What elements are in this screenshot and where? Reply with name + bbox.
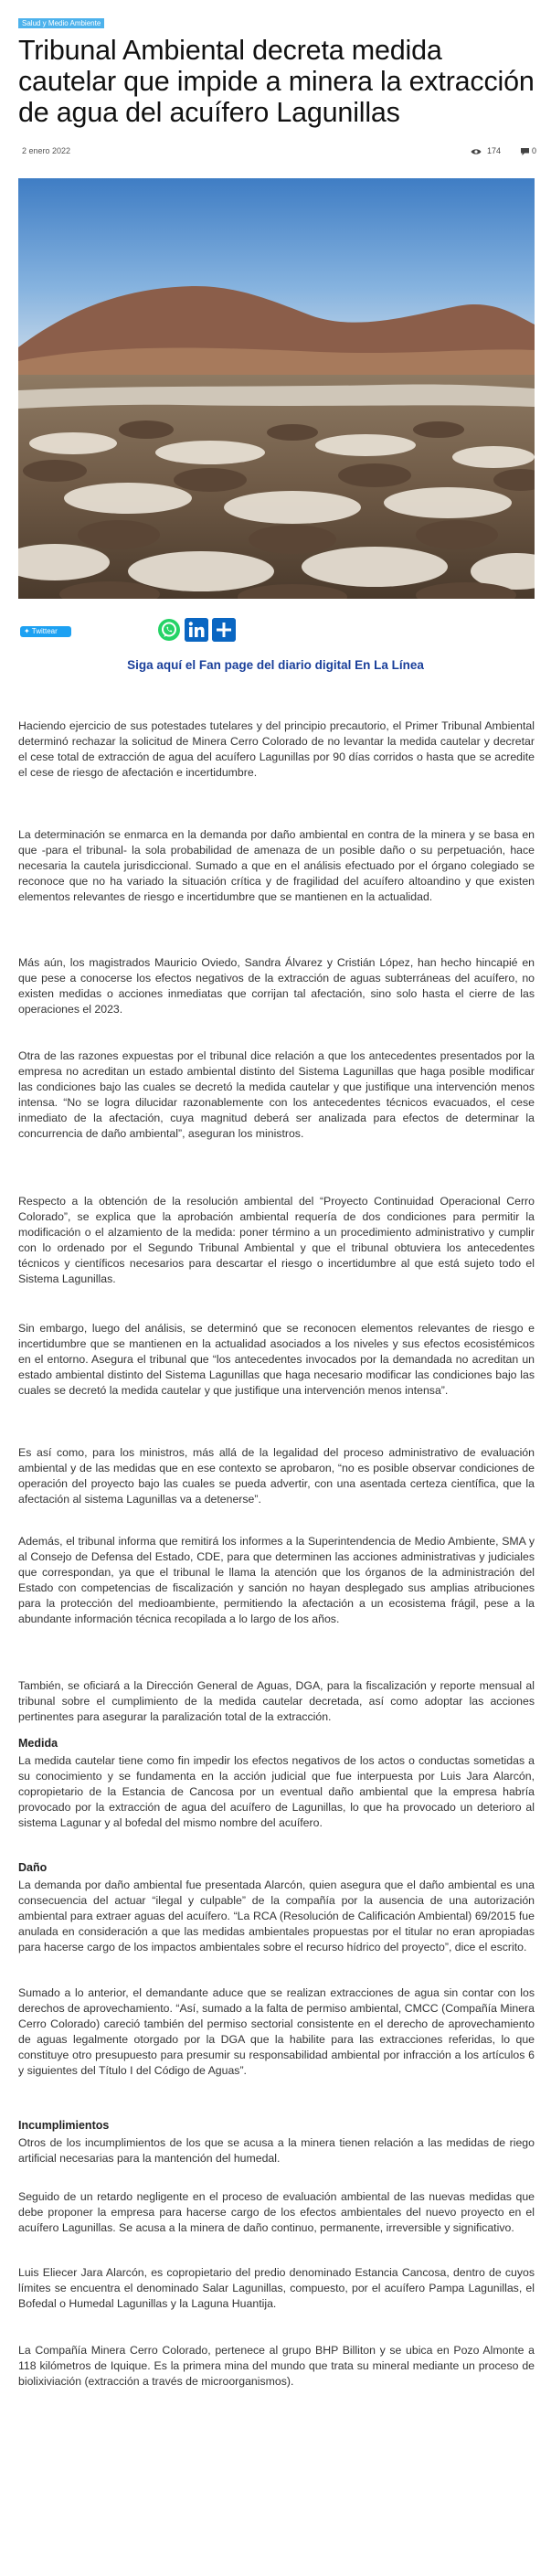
whatsapp-icon bbox=[158, 619, 180, 641]
body-paragraph: Respecto a la obtención de la resolución ambiental del “Proyecto Continuidad Operacional Cerro Colorado”, se explica que la aprobación ambiental requería de dos condiciones para permitir la modificación o el alzamiento de la medida: poner término a un procedimiento administrativo y cumplir con lo ordenado por el Segundo Tribunal Ambiental y que el tribunal obtuviera los antecedentes técnicos y científicos necesarios para descartar el riesgo o incertidumbre al que está sujeto todo el Sistema Lagunillas. bbox=[18, 1195, 535, 1285]
section-heading-incumplimientos: Incumplimientos bbox=[18, 2119, 110, 2132]
body-paragraph: La Compañía Minera Cerro Colorado, pertenece al grupo BHP Billiton y se ubica en Pozo Almonte a 118 kilómetros de Iquique. Es la primera mina del mundo que trata su mineral mediante un proceso de biolixiviación (extracción a través de microorganismos). bbox=[18, 2344, 535, 2388]
article-title: Tribunal Ambiental decreta medida cautelar que impide a minera la extracción de agua del acuífero Lagunillas bbox=[18, 35, 535, 128]
body-paragraph: Otra de las razones expuestas por el tribunal dice relación a que los antecedentes presentados por la empresa no acreditan un estado ambiental distinto del Sistema Lagunillas que haga posible modificar las condiciones bajo las cuales se decretó la medida cautelar y que justifique una intervención menos intensa. “No se logra dilucidar razonablemente con los antecedentes técnicos evacuados, el cese inmediato de la afectación, cuya magnitud deberá ser analizada para efectos de determinar la concurrencia de daño ambiental”, aseguran los ministros. bbox=[18, 1049, 535, 1140]
body-paragraph: Otros de los incumplimientos de los que se acusa a la minera tienen relación a las medidas de riego artificial necesarias para la mantención del humedal. bbox=[18, 2136, 535, 2165]
body-paragraph: Más aún, los magistrados Mauricio Oviedo, Sandra Álvarez y Cristián López, han hecho hincapié en que pese a conocerse los efectos negativos de la extracción de aguas subterráneas del acuífero, no existen medidas o acciones inmediatas que corrijan tal afectación, sino solo hasta el cierre de las operaciones el 2023. bbox=[18, 956, 535, 1016]
plus-icon bbox=[212, 618, 236, 642]
body-paragraph: La determinación se enmarca en la demanda por daño ambiental en contra de la minera y se basa en que -para el tribunal- la sola probabilidad de amenaza de un posible daño o su perpetuación, hace necesaria la cautela jurisdiccional. Sumado a que en el análisis efectuado por el órgano colegiado se reconoce que no ha variado la situación crítica y de fragilidad del acuífero altoandino y que existen elementos relevantes de riesgo e incertidumbre que se mantienen en la actualidad. bbox=[18, 828, 535, 903]
body-paragraph: También, se oficiará a la Dirección General de Aguas, DGA, para la fiscalización y reporte mensual al tribunal sobre el cumplimiento de la medida cautelar decretada, así como adoptar las acciones pertinentes para asegurar la paralización total de la extracción. bbox=[18, 1679, 535, 1723]
body-paragraph: Sin embargo, luego del análisis, se determinó que se reconocen elementos relevantes de riesgo e incertidumbre que se mantienen en la actualidad asociados a los niveles y sus efectos ecosistémicos en el entorno. Asegura el tribunal que “los antecedentes invocados por la demandada no acreditan un estado ambiental distinto del Sistema Lagunillas que haga necesario modificar las condiciones bajo las cuales se decretó la medida cautelar y que justifique una intervención menos intensa”. bbox=[18, 1322, 535, 1397]
body-paragraph: La demanda por daño ambiental fue presentada Alarcón, quien asegura que el daño ambiental es una consecuencia del actuar “ilegal y culpable” de la compañía por la ausencia de una autorización ambiental para extraer aguas del acuífero. “La RCA (Resolución de Calificación Ambiental) 69/2015 fue anulada en consideración a que las medidas ambientales propuestas por el titular no eran apropiadas para hacerse cargo de los impactos ambientales sobre el recurso hídrico del proyecto”, dice el escrito. bbox=[18, 1879, 535, 1953]
body-paragraph: Es así como, para los ministros, más allá de la legalidad del proceso administrativo de evaluación ambiental y de las medidas que en ese contexto se aprobaron, “no es posible observar condiciones de operación del proyecto bajo las cuales se pueda advertir, con una asentada certeza científica, que la afectación al sistema Lagunillas va a detenerse”. bbox=[18, 1446, 535, 1506]
body-paragraph: Haciendo ejercicio de sus potestades tutelares y del principio precautorio, el Primer Tribunal Ambiental determinó rechazar la solicitud de Minera Cerro Colorado de no levantar la medida cautelar y decretar el cese total de extracción de agua del acuífero Lagunillas por 90 días corridos o hasta que se acredite el cese de riesgo de afectación e incertidumbre. bbox=[18, 719, 535, 779]
whatsapp-share-button[interactable] bbox=[157, 618, 181, 642]
body-paragraph: Sumado a lo anterior, el demandante aduce que se realizan extracciones de agua sin contar con los derechos de aprovechamiento. “Así, sumado a la falta de permiso ambiental, CMCC (Compañía Minera Cerro Colorado) careció también del permiso sectorial consistente en el derecho de aprovechamiento de aguas legalmente otorgado por la DGA que la habilite para las extracciones referidas, lo que constituye otro presupuesto para presumir su responsabilidad ambiental por infracción a los artículos 6 y siguientes del Título I del Código de Aguas”. bbox=[18, 1986, 535, 2077]
twitter-bird-icon: ✦ bbox=[24, 627, 32, 635]
section-heading-dano: Daño bbox=[18, 1861, 48, 1874]
comment-icon bbox=[521, 148, 529, 155]
tweet-label: Twittear bbox=[31, 627, 58, 635]
linkedin-share-button[interactable] bbox=[185, 618, 208, 642]
tweet-button[interactable] bbox=[20, 626, 71, 637]
category-tag[interactable]: Salud y Medio Ambiente bbox=[18, 18, 104, 28]
body-paragraph: Seguido de un retardo negligente en el proceso de evaluación ambiental de las nuevas medidas que debe proponer la empresa para hacerse cargo de los efectos ambientales del nuevo proyecto en el acuífero Lagunillas. Se acusa a la minera de daño continuo, permanente, irreversible y significativo. bbox=[18, 2190, 535, 2234]
body-paragraph: Luis Eliecer Jara Alarcón, es copropietario del predio denominado Estancia Cancosa, dentro de cuyos límites se encuentra el denominado Salar Lagunillas, compuesto, por el acuífero Pampa Lagunillas, el Bofedal o Humedal Lagunillas y la Laguna Huantija. bbox=[18, 2266, 535, 2310]
view-count-value: 174 bbox=[487, 146, 502, 155]
view-count bbox=[471, 146, 501, 155]
comment-count[interactable] bbox=[521, 146, 536, 155]
more-share-button[interactable] bbox=[212, 618, 236, 642]
section-heading-medida: Medida bbox=[18, 1737, 58, 1750]
body-paragraph: La medida cautelar tiene como fin impedir los efectos negativos de los actos o conductas sometidas a su conocimiento y se fundamenta en la acción judicial que fue interpuesta por Luis Jara Alarcón, copropietario de la Estancia de Cancosa por un eventual daño ambiental que la empresa habría provocado por la extracción de agua del acuífero de Lagunillas, lo que ha provocado un deterioro al sistema Lagunar y al bofedal del mismo nombre del acuífero. bbox=[18, 1754, 535, 1829]
comment-count-value: 0 bbox=[532, 146, 537, 155]
hero-image bbox=[18, 178, 535, 599]
fan-page-link[interactable]: Siga aquí el Fan page del diario digital En La Línea bbox=[127, 658, 424, 672]
linkedin-icon bbox=[185, 618, 208, 642]
body-paragraph: Además, el tribunal informa que remitirá los informes a la Superintendencia de Medio Ambiente, SMA y al Consejo de Defensa del Estado, CDE, para que determinen las acciones administrativas y judiciales que correspondan, ya que el tribunal le llama la atención que los órganos de la administración del Estado con competencias de fiscalización y sanción no hayan desplegado sus amplias atribuciones para la protección del medioambiente, permitiendo la afectación a un ecosistema frágil, pese a la abundante información técnica recopilada a lo largo de los años. bbox=[18, 1535, 535, 1625]
eye-icon bbox=[471, 148, 482, 155]
article-date: 2 enero 2022 bbox=[22, 146, 71, 155]
